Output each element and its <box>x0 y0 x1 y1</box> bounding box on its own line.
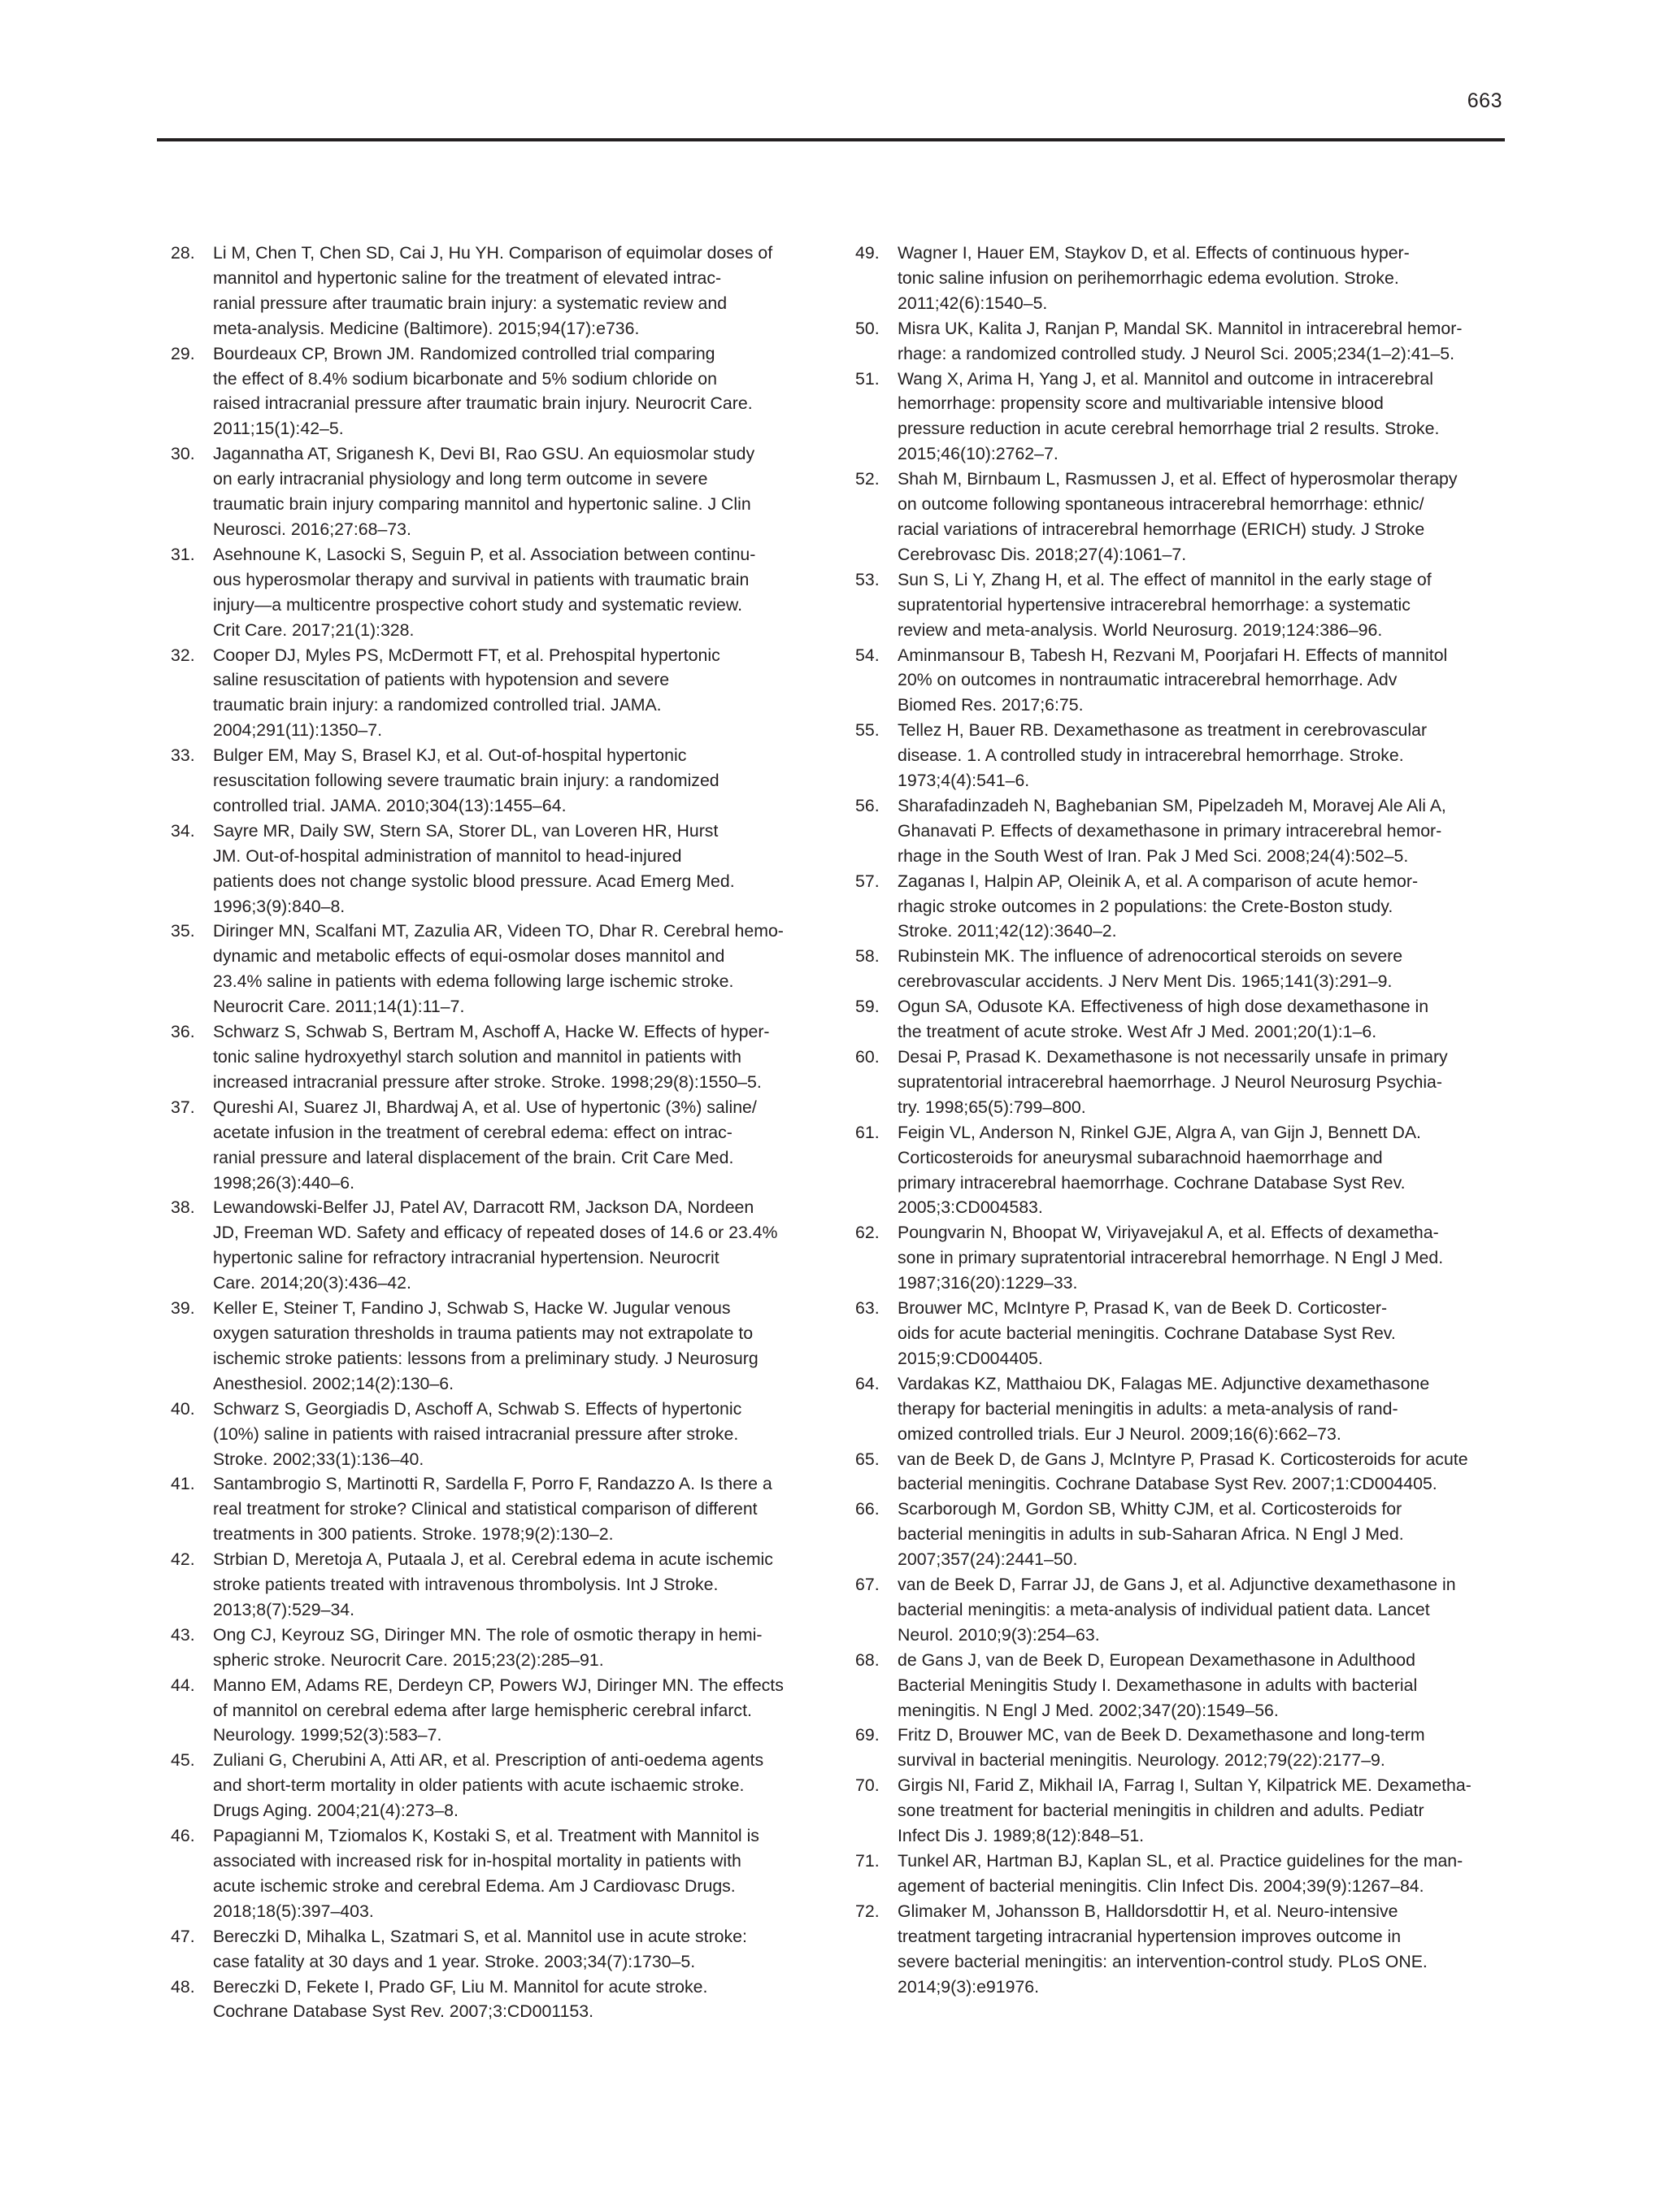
reference-entry <box>855 1723 1498 1773</box>
reference-entry <box>171 1195 813 1296</box>
reference-text: Qureshi AI, Suarez JI, Bhardwaj A, et al. Use of hypertonic (3%) saline/ acetate infusion in the treatment of cerebral edema: effect on intrac- ranial pressure and lateral displacement of the brain. Crit Care Med. 1998;26(3):440–6. <box>213 1097 757 1193</box>
reference-entry <box>855 869 1498 945</box>
reference-entry <box>171 1019 813 1095</box>
reference-entry <box>855 367 1498 467</box>
reference-number: 47. <box>171 1926 195 1946</box>
reference-entry <box>171 241 813 341</box>
reference-number: 48. <box>171 1976 195 1997</box>
reference-entry <box>171 743 813 819</box>
reference-text: Tellez H, Bauer RB. Dexamethasone as treatment in cerebrovascular disease. 1. A controlled study in intracerebral hemorrhage. Stroke. 1973;4(4):541–6. <box>898 720 1428 791</box>
reference-text: Santambrogio S, Martinotti R, Sardella F, Porro F, Randazzo A. Is there a real treatment for stroke? Clinical and statistical comparison of different treatments in 300 patients. Stroke. 1978;9(2):130–2. <box>213 1474 772 1545</box>
reference-text: Sayre MR, Daily SW, Stern SA, Storer DL, van Loveren HR, Hurst JM. Out-of-hospital administration of mannitol to head-injured patients does not change systolic blood pressure. Acad Emerg Med. 1996;3(9):840–8. <box>213 820 735 916</box>
reference-entry <box>171 919 813 1019</box>
reference-number: 66. <box>855 1499 880 1519</box>
reference-entry <box>855 1447 1498 1497</box>
reference-entry <box>171 1823 813 1924</box>
reference-text: Bulger EM, May S, Brasel KJ, et al. Out-of-hospital hypertonic resuscitation following severe traumatic brain injury: a randomized controlled trial. JAMA. 2010;304(13):1455–64. <box>213 745 719 815</box>
reference-entry <box>855 241 1498 316</box>
reference-number: 68. <box>855 1649 880 1670</box>
reference-number: 50. <box>855 318 880 338</box>
reference-entry <box>855 467 1498 567</box>
reference-entry <box>855 793 1498 869</box>
reference-number: 30. <box>171 444 195 464</box>
reference-number: 45. <box>171 1750 195 1771</box>
reference-entry <box>855 316 1498 367</box>
reference-text: Ogun SA, Odusote KA. Effectiveness of high dose dexamethasone in the treatment of acute stroke. West Afr J Med. 2001;20(1):1–6. <box>898 997 1429 1042</box>
reference-text: Fritz D, Brouwer MC, van de Beek D. Dexamethasone and long-term survival in bacterial meningitis. Neurology. 2012;79(22):2177–9. <box>898 1725 1425 1771</box>
reference-number: 57. <box>855 871 880 891</box>
reference-text: Wagner I, Hauer EM, Staykov D, et al. Effects of continuous hyper- tonic saline infusion on perihemorrhagic edema evolution. Stroke. 2011;42(6):1540–5. <box>898 243 1410 313</box>
reference-number: 60. <box>855 1047 880 1067</box>
reference-entry <box>171 1095 813 1196</box>
reference-text: Sharafadinzadeh N, Baghebanian SM, Pipelzadeh M, Moravej Ale Ali A, Ghanavati P. Effects of dexamethasone in primary intracerebral hemor- rhage in the South West of Iran. Pak J Med Sci. 2008;24(4):502–5. <box>898 795 1446 866</box>
reference-text: Keller E, Steiner T, Fandino J, Schwab S, Hacke W. Jugular venous oxygen saturation thresholds in trauma patients may not extrapolate to ischemic stroke patients: lessons from a preliminary study. J Neurosurg Anesthesiol. 2002;14(2):130–6. <box>213 1298 759 1393</box>
reference-number: 58. <box>855 946 880 967</box>
reference-entry <box>171 1296 813 1397</box>
reference-text: Li M, Chen T, Chen SD, Cai J, Hu YH. Comparison of equimolar doses of mannitol and hypertonic saline for the treatment of elevated intrac- ranial pressure after traumatic brain injury: a systematic review and meta-analysis. Medicine (Baltimore). 2015;94(17):e736. <box>213 243 773 338</box>
reference-entry <box>171 1397 813 1472</box>
reference-number: 69. <box>855 1725 880 1745</box>
header-rule <box>157 138 1505 141</box>
reference-text: Zaganas I, Halpin AP, Oleinik A, et al. A comparison of acute hemor- rhagic stroke outcomes in 2 populations: the Crete-Boston study. Stroke. 2011;42(12):3640–2. <box>898 871 1419 941</box>
reference-number: 40. <box>171 1398 195 1419</box>
reference-text: Sun S, Li Y, Zhang H, et al. The effect of mannitol in the early stage of supratentorial hypertensive intracerebral hemorrhage: a systematic review and meta-analysis. World Neurosurg. 2019;124:386–96. <box>898 569 1432 640</box>
reference-text: Cooper DJ, Myles PS, McDermott FT, et al. Prehospital hypertonic saline resuscitation of patients with hypotension and severe traumatic brain injury: a randomized controlled trial. JAMA. 2004;291(11):1350–7. <box>213 645 720 741</box>
reference-text: Scarborough M, Gordon SB, Whitty CJM, et al. Corticosteroids for bacterial meningitis in adults in sub-Saharan Africa. N Engl J Med. 2007;357(24):2441–50. <box>898 1499 1404 1570</box>
reference-number: 56. <box>855 795 880 815</box>
reference-text: Schwarz S, Schwab S, Bertram M, Aschoff A, Hacke W. Effects of hyper- tonic saline hydroxyethyl starch solution and mannitol in patients with increased intracranial pressure after stroke. Stroke. 1998;29(8):1550–5. <box>213 1022 770 1092</box>
reference-entry <box>855 994 1498 1045</box>
reference-entry <box>855 1773 1498 1849</box>
reference-entry <box>171 1623 813 1673</box>
reference-text: Jagannatha AT, Sriganesh K, Devi BI, Rao GSU. An equiosmolar study on early intracranial physiology and long term outcome in severe traumatic brain injury comparing mannitol and hypertonic saline. J Clin Neurosci. 2016;27:68–73. <box>213 444 755 539</box>
reference-number: 52. <box>855 469 880 489</box>
reference-number: 33. <box>171 745 195 766</box>
reference-entry <box>171 1924 813 1975</box>
reference-number: 54. <box>855 645 880 665</box>
reference-text: Tunkel AR, Hartman BJ, Kaplan SL, et al. Practice guidelines for the man- agement of bacterial meningitis. Clin Infect Dis. 2004;39(9):1267–84. <box>898 1851 1463 1896</box>
reference-text: Misra UK, Kalita J, Ranjan P, Mandal SK. Mannitol in intracerebral hemor- rhage: a randomized controlled study. J Neurol Sci. 2005;234(1–2):41–5. <box>898 318 1463 363</box>
reference-entry <box>855 718 1498 793</box>
reference-text: Rubinstein MK. The influence of adrenocortical steroids on severe cerebrovascular accidents. J Nerv Ment Dis. 1965;141(3):291–9. <box>898 946 1403 992</box>
reference-entry <box>171 1748 813 1823</box>
reference-text: Lewandowski-Belfer JJ, Patel AV, Darracott RM, Jackson DA, Nordeen JD, Freeman WD. Safety and efficacy of repeated doses of 14.6 or 23.4% hypertonic saline for refractory intracranial hypertension. Neurocrit Care. 2014;20(3):436–42. <box>213 1197 778 1293</box>
reference-text: Ong CJ, Keyrouz SG, Diringer MN. The role of osmotic therapy in hemi- spheric stroke. Neurocrit Care. 2015;23(2):285–91. <box>213 1624 763 1670</box>
reference-number: 59. <box>855 997 880 1017</box>
reference-text: van de Beek D, de Gans J, McIntyre P, Prasad K. Corticosteroids for acute bacterial meningitis. Cochrane Database Syst Rev. 2007;1:CD004405. <box>898 1449 1468 1494</box>
reference-text: van de Beek D, Farrar JJ, de Gans J, et al. Adjunctive dexamethasone in bacterial meningitis: a meta-analysis of individual patient data. Lancet Neurol. 2010;9(3):254–63. <box>898 1575 1456 1645</box>
reference-text: Bereczki D, Mihalka L, Szatmari S, et al. Mannitol use in acute stroke: case fatality at 30 days and 1 year. Stroke. 2003;34(7):1730–5. <box>213 1926 747 1971</box>
reference-number: 71. <box>855 1851 880 1871</box>
reference-text: Brouwer MC, McIntyre P, Prasad K, van de Beek D. Corticoster- oids for acute bacterial meningitis. Cochrane Database Syst Rev. 2015;9:CD004405. <box>898 1298 1396 1368</box>
reference-text: Glimaker M, Johansson B, Halldorsdottir H, et al. Neuro-intensive treatment targeting intracranial hypertension improves outcome in severe bacterial meningitis: an intervention-control study. PLoS ONE. 2014;9(3):e91976. <box>898 1901 1428 1997</box>
reference-number: 64. <box>855 1373 880 1393</box>
reference-list-left-column <box>171 241 813 2024</box>
reference-number: 72. <box>855 1901 880 1921</box>
reference-entry <box>171 1975 813 2025</box>
reference-number: 62. <box>855 1223 880 1243</box>
reference-text: Poungvarin N, Bhoopat W, Viriyavejakul A, et al. Effects of dexametha- sone in primary supratentorial intracerebral hemorrhage. N Engl J Med. 1987;316(20):1229–33. <box>898 1223 1444 1293</box>
reference-number: 34. <box>171 820 195 841</box>
reference-number: 44. <box>171 1675 195 1695</box>
reference-number: 31. <box>171 544 195 564</box>
reference-entry <box>171 542 813 643</box>
reference-number: 53. <box>855 569 880 589</box>
reference-number: 63. <box>855 1298 880 1319</box>
reference-entry <box>171 643 813 744</box>
reference-text: Bereczki D, Fekete I, Prado GF, Liu M. Mannitol for acute stroke. Cochrane Database Syst Rev. 2007;3:CD001153. <box>213 1976 708 2022</box>
reference-number: 29. <box>171 343 195 363</box>
reference-number: 43. <box>171 1624 195 1645</box>
reference-text: Diringer MN, Scalfani MT, Zazulia AR, Videen TO, Dhar R. Cerebral hemo- dynamic and metabolic effects of equi-osmolar doses mannitol and 23.4% saline in patients with edema following large ischemic stroke. Neurocrit Care. 2011;14(1):11–7. <box>213 921 784 1017</box>
reference-entry <box>855 1371 1498 1447</box>
reference-number: 41. <box>171 1474 195 1494</box>
reference-number: 32. <box>171 645 195 665</box>
reference-text: Vardakas KZ, Matthaiou DK, Falagas ME. Adjunctive dexamethasone therapy for bacterial meningitis in adults: a meta-analysis of rand- omized controlled trials. Eur J Neurol. 2009;16(6):662–73. <box>898 1373 1430 1444</box>
reference-text: Girgis NI, Farid Z, Mikhail IA, Farrag I, Sultan Y, Kilpatrick ME. Dexametha- sone treatment for bacterial meningitis in children and adults. Pediatr Infect Dis J. 1989;8(12):848–51. <box>898 1775 1472 1846</box>
reference-number: 42. <box>171 1549 195 1570</box>
reference-entry <box>855 567 1498 643</box>
reference-entry <box>171 341 813 442</box>
reference-text: Bourdeaux CP, Brown JM. Randomized controlled trial comparing the effect of 8.4% sodium bicarbonate and 5% sodium chloride on raised intracranial pressure after traumatic brain injury. Neurocrit Care. 2011;15(1):42–5. <box>213 343 753 439</box>
reference-number: 51. <box>855 368 880 389</box>
reference-number: 46. <box>171 1826 195 1846</box>
reference-number: 55. <box>855 720 880 741</box>
reference-text: Strbian D, Meretoja A, Putaala J, et al. Cerebral edema in acute ischemic stroke patients treated with intravenous thrombolysis. Int J Stroke. 2013;8(7):529–34. <box>213 1549 773 1619</box>
reference-number: 36. <box>171 1022 195 1042</box>
reference-entry <box>855 1497 1498 1572</box>
reference-number: 61. <box>855 1122 880 1142</box>
reference-entry <box>855 1220 1498 1296</box>
reference-number: 37. <box>171 1097 195 1117</box>
reference-entry <box>171 441 813 542</box>
reference-number: 65. <box>855 1449 880 1469</box>
reference-number: 39. <box>171 1298 195 1319</box>
reference-entry <box>855 1120 1498 1221</box>
reference-entry <box>855 1849 1498 1899</box>
reference-text: Zuliani G, Cherubini A, Atti AR, et al. Prescription of anti-oedema agents and short-term mortality in older patients with acute ischaemic stroke. Drugs Aging. 2004;21(4):273–8. <box>213 1750 764 1821</box>
reference-entry <box>855 944 1498 994</box>
page-number: 663 <box>1467 89 1502 112</box>
reference-entry <box>855 1572 1498 1648</box>
reference-text: Papagianni M, Tziomalos K, Kostaki S, et al. Treatment with Mannitol is associated with increased risk for in-hospital mortality in patients with acute ischemic stroke and cerebral Edema. Am J Cardiovasc Drugs. 2018;18(5):397–403. <box>213 1826 759 1921</box>
reference-text: Shah M, Birnbaum L, Rasmussen J, et al. Effect of hyperosmolar therapy on outcome following spontaneous intracerebral hemorrhage: ethnic/ racial variations of intracerebral hemorrhage (ERICH) study. J Stroke Cerebrovasc Dis. 2018;27(4):1061–7. <box>898 469 1458 564</box>
reference-entry <box>855 1296 1498 1371</box>
reference-text: de Gans J, van de Beek D, European Dexamethasone in Adulthood Bacterial Meningitis Study I. Dexamethasone in adults with bacterial meningitis. N Engl J Med. 2002;347(20):1549–56. <box>898 1649 1418 1720</box>
reference-number: 35. <box>171 921 195 941</box>
reference-entry <box>171 1547 813 1623</box>
reference-entry <box>171 819 813 919</box>
reference-list-right-column <box>855 241 1498 1999</box>
reference-text: Wang X, Arima H, Yang J, et al. Mannitol and outcome in intracerebral hemorrhage: propensity score and multivariable intensive blood pressure reduction in acute cerebral hemorrhage trial 2 results. Stroke. 2015;46(10):2762–7. <box>898 368 1440 464</box>
reference-number: 28. <box>171 243 195 263</box>
reference-entry <box>855 1648 1498 1723</box>
reference-entry <box>171 1673 813 1749</box>
reference-text: Aminmansour B, Tabesh H, Rezvani M, Poorjafari H. Effects of mannitol 20% on outcomes in nontraumatic intracerebral hemorrhage. Adv Biomed Res. 2017;6:75. <box>898 645 1448 715</box>
reference-number: 49. <box>855 243 880 263</box>
reference-entry <box>855 1045 1498 1120</box>
reference-number: 38. <box>171 1197 195 1218</box>
reference-number: 67. <box>855 1575 880 1595</box>
reference-text: Manno EM, Adams RE, Derdeyn CP, Powers WJ, Diringer MN. The effects of mannitol on cerebral edema after large hemispheric cerebral infarct. Neurology. 1999;52(3):583–7. <box>213 1675 784 1745</box>
reference-text: Desai P, Prasad K. Dexamethasone is not necessarily unsafe in primary supratentorial intracerebral haemorrhage. J Neurol Neurosurg Psychia- try. 1998;65(5):799–800. <box>898 1047 1448 1117</box>
reference-entry <box>855 643 1498 719</box>
reference-text: Schwarz S, Georgiadis D, Aschoff A, Schwab S. Effects of hypertonic (10%) saline in patients with raised intracranial pressure after stroke. Stroke. 2002;33(1):136–40. <box>213 1398 742 1469</box>
reference-text: Feigin VL, Anderson N, Rinkel GJE, Algra A, van Gijn J, Bennett DA. Corticosteroids for aneurysmal subarachnoid haemorrhage and primary intracerebral haemorrhage. Cochrane Database Syst Rev. 2005;3:CD004583. <box>898 1122 1421 1218</box>
reference-entry <box>171 1471 813 1547</box>
reference-text: Asehnoune K, Lasocki S, Seguin P, et al. Association between continu- ous hyperosmolar therapy and survival in patients with traumatic brain injury—a multicentre prospective cohort study and systematic review. Crit Care. 2017;21(1):328. <box>213 544 756 640</box>
reference-entry <box>855 1899 1498 2000</box>
reference-number: 70. <box>855 1775 880 1796</box>
